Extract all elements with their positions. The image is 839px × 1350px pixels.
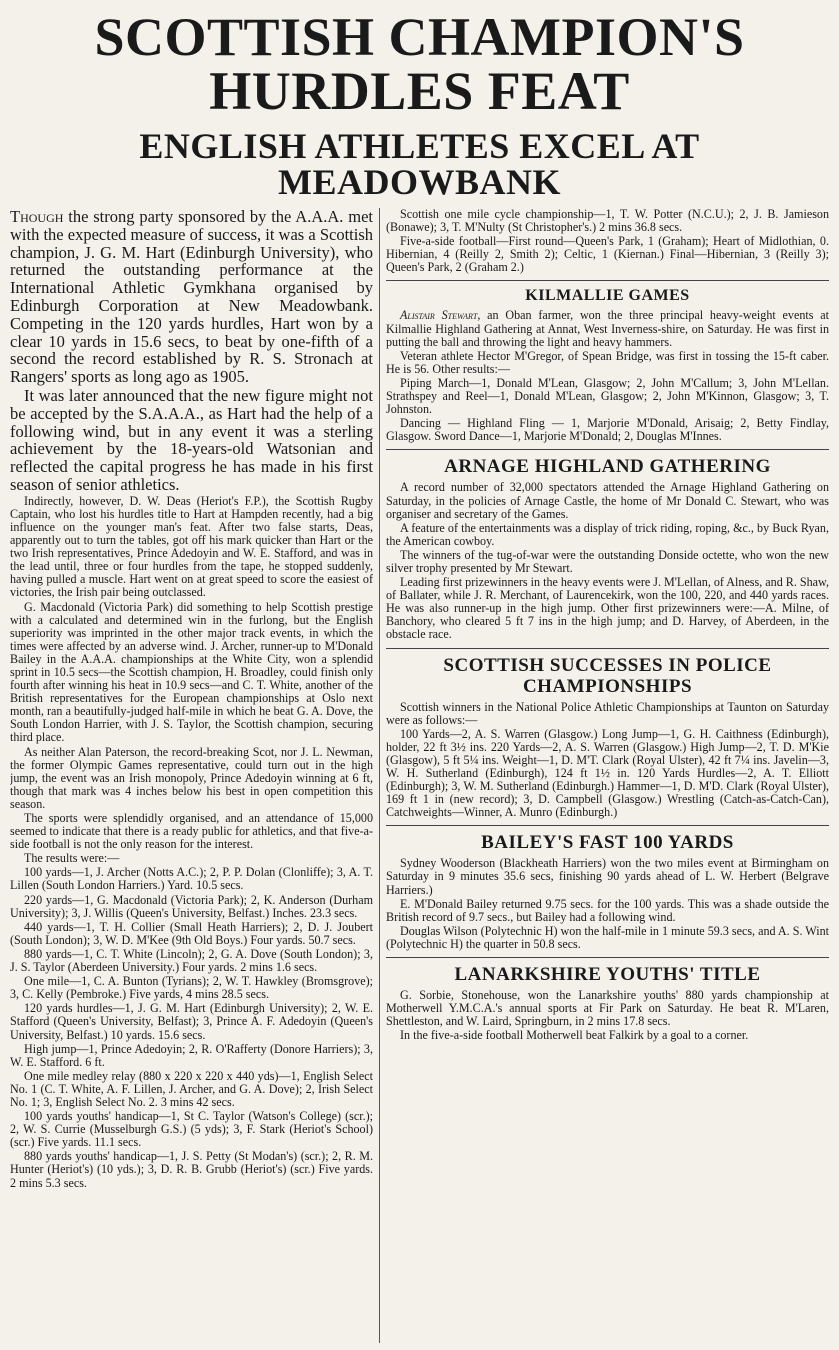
body-paragraph: G. Sorbie, Stonehouse, won the Lanarkshire youths' 880 yards championship at Motherwell Y.M.C.A.'s annual sports at Fir Park on Saturday. He beat R. M'Laren, Shettleston, and W. Laird, Springburn, in 2 mins 17.8 secs. bbox=[386, 988, 829, 1029]
result-item: 120 yards hurdles—1, J. G. M. Hart (Edinburgh University); 2, W. E. Stafford (Queen's University, Belfast); 3, Prince A. F. Adedoyin (Queen's University, Belfast.) 10 yards. 15.6 secs. bbox=[10, 1001, 373, 1042]
result-item: 100 yards youths' handicap—1, St C. Taylor (Watson's College) (scr.); 2, W. S. Currie (Musselburgh G.S.) (5 yds); 3, F. Stark (Heriot's School) (scr.) Five yards. 11.1 secs. bbox=[10, 1109, 373, 1150]
result-item: 880 yards youths' handicap—1, J. S. Petty (St Modan's) (scr.); 2, R. M. Hunter (Heriot's) (10 yds.); 3, D. R. B. Grubb (Heriot's) (scr.) Five yards. 2 mins 5.3 secs. bbox=[10, 1149, 373, 1190]
result-item: One mile—1, C. A. Bunton (Tyrians); 2, W. T. Hawkley (Bromsgrove); 3, C. Kelly (Pembroke.) Five yards, 4 mins 28.5 secs. bbox=[10, 974, 373, 1002]
lead-paragraph bbox=[10, 208, 373, 386]
body-paragraph: Scottish winners in the National Police Athletic Championships at Taunton on Saturday were as follows:— bbox=[386, 699, 829, 727]
body-paragraph: G. Macdonald (Victoria Park) did something to help Scottish prestige with a calculated and determined win in the furlong, but the English superiority was imprinted in the other major track events, in which the times were affected by an adverse wind. J. Archer, runner-up to M'Donald Bailey in the A.A.A. championships at the White City, won a splendid sprint in 10.5 secs—the Scottish champion, H. Broadley, could finish only fourth after winning his heat in 10.9 secs—and C. T. White, another of the British representatives for the European championships at Oslo next month, ran a beautifully-judged half-mile in which he beat G. A. Dove, the South London Harrier, with J. S. Taylor, the Scottish champion, securing third place. bbox=[10, 599, 373, 745]
lead-paragraph-2: It was later announced that the new figure might not be accepted by the S.A.A.A., as Hart had the help of a following wind, but in any event it was a sterling achievement by the 18-years-old Watsonian and reflected the capital progress he has made in his first season of senior athletics. bbox=[10, 385, 373, 494]
body-paragraph: Douglas Wilson (Polytechnic H) won the half-mile in 1 minute 59.3 secs, and A. S. Wint (Polytechnic H) the quarter in 50.8 secs. bbox=[386, 923, 829, 951]
police-heading-line-1: SCOTTISH SUCCESSES IN POLICE bbox=[443, 654, 772, 676]
result-item: 100 yards—1, J. Archer (Notts A.C.); 2, P. P. Dolan (Clonliffe); 3, A. T. Lillen (South London Harriers.) Yard. 10.5 secs. bbox=[10, 865, 373, 893]
body-paragraph: Dancing — Highland Fling — 1, Marjorie M'Donald, Arisaig; 2, Betty Findlay, Glasgow. Sword Dance—1, Marjorie M'Donald; 2, Douglas M'Innes. bbox=[386, 416, 829, 444]
body-paragraph: Piping March—1, Donald M'Lean, Glasgow; 2, John M'Callum; 3, John M'Lellan. Strathspey and Reel—1, Donald M'Lean, Glasgow; 2, John M'Kinnon, Glasgow; 3, T. Johnston. bbox=[386, 375, 829, 417]
result-item: 220 yards—1, G. Macdonald (Victoria Park); 2, K. Anderson (Durham University); 3, J. Willis (Queen's University, Belfast.) Inches. 23.3 secs. bbox=[10, 892, 373, 920]
result-item: 880 yards—1, C. T. White (Lincoln); 2, G. A. Dove (South London); 3, J. S. Taylor (Aberdeen University.) Four yards. 2 mins 1.6 secs. bbox=[10, 946, 373, 975]
lead-first-word: Though bbox=[10, 208, 64, 226]
right-column bbox=[386, 208, 829, 1343]
body-text: , an Oban farmer, won the three principal heavy-weight events at Kilmallie Highland Gathering at Annat, West Inverness-shire, on Saturday. He was first in putting the ball and throwing the light and heavy hammers. bbox=[386, 308, 829, 349]
result-item: Scottish one mile cycle championship—1, T. W. Potter (N.C.U.); 2, J. B. Jamieson (Bonawe); 3, T. M'Nulty (St Christopher's.) 2 mins 36.8 secs. bbox=[386, 208, 829, 235]
section-rule bbox=[386, 449, 829, 450]
section-rule bbox=[386, 280, 829, 281]
body-paragraph: A record number of 32,000 spectators attended the Arnage Highland Gathering on Saturday, in the policies of Arnage Castle, the home of Mr Donald C. Stewart, who was organiser and secretary of the Games. bbox=[386, 480, 829, 521]
headline: SCOTTISH CHAMPION'S HURDLES FEAT bbox=[94, 7, 745, 121]
result-item: 440 yards—1, T. H. Collier (Small Heath Harriers); 2, D. J. Joubert (South London); 3, W. D. M'Kee (9th Old Boys.) Four yards. 50.7 secs. bbox=[10, 919, 373, 947]
bailey-heading: BAILEY'S FAST 100 YARDS bbox=[481, 832, 734, 854]
body-paragraph: In the five-a-side football Motherwell beat Falkirk by a goal to a corner. bbox=[400, 1028, 749, 1043]
body-paragraph: Indirectly, however, D. W. Deas (Heriot's F.P.), the Scottish Rugby Captain, who lost his hurdles title to Hart at Hampden recently, had a big influence on the younger man's feat. After two false starts, Deas, apparently out to turn the tables, got off his mark quicker than Hart or the two Irish representatives, Prince Adedoyin and W. E. Stafford, and was in the lead until, three or four hurdles from the tape, he stopped suddenly, having pulled a muscle. Hart went on at great speed to score the easiest of victories, the Irish pair being outclassed. bbox=[10, 493, 373, 600]
results-intro: The results were:— bbox=[24, 851, 120, 866]
body-paragraph: The winners of the tug-of-war were the outstanding Donside octette, who won the new silver trophy presented by Mr Stewart. bbox=[386, 547, 829, 575]
section-rule bbox=[386, 648, 829, 649]
byline-name: Alistair Stewart bbox=[400, 308, 478, 323]
lanark-heading: LANARKSHIRE YOUTHS' TITLE bbox=[454, 964, 761, 986]
body-paragraph: The sports were splendidly organised, and an attendance of 15,000 seemed to indicate that there is a ready public for athletics, and that five-a-side football is not the only reason for the interest. bbox=[10, 811, 373, 852]
left-column bbox=[10, 208, 373, 1346]
result-item: Five-a-side football—First round—Queen's Park, 1 (Graham); Heart of Midlothian, 0. Hibernian, 4 (Reilly 2, Smith 2); Celtic, 1 (Kiernan.) Final—Hibernian, 3 (Reilly 3); Queen's Park, 2 (Graham 2.) bbox=[386, 234, 829, 275]
subheadline: ENGLISH ATHLETES EXCEL AT MEADOWBANK bbox=[139, 126, 700, 202]
column-divider bbox=[379, 208, 380, 1343]
result-item: High jump—1, Prince Adedoyin; 2, R. O'Rafferty (Donore Harriers); 3, W. E. Stafford. 6 ft. bbox=[10, 1041, 373, 1069]
kilmallie-heading: KILMALLIE GAMES bbox=[525, 287, 690, 305]
section-rule bbox=[386, 825, 829, 826]
body-paragraph: A feature of the entertainments was a display of trick riding, roping, &c., by Buck Ryan, the American cowboy. bbox=[386, 520, 829, 548]
police-heading-line-2: CHAMPIONSHIPS bbox=[522, 675, 693, 697]
body-paragraph: 100 Yards—2, A. S. Warren (Glasgow.) Long Jump—1, G. H. Caithness (Edinburgh), holder, 22 ft 3½ ins. 220 Yards—2, A. S. Warren (Glasgow.) High Jump—2, T. D. M'Kie (Glasgow), 5 ft 5¼ ins. Weight—1, D. M'T. Clark (Royal Ulster), 42 ft 7¼ ins. Javelin—3, W. H. Sutherland (Edinburgh), 124 ft 1½ in. 120 Yards Hurdles—2, A. T. Elliott (Edinburgh); 3, W. M. Sutherland (Edinburgh.) Hammer—1, D. M'D. Clark (Royal Ulster), 169 ft 1 in (new record); 3, D. Campbell (Glasgow.) Wrestling (Catch-as-Catch-Can), Catchweights—Winner, A. Munro (Edinburgh.) bbox=[386, 726, 829, 820]
arnage-heading: ARNAGE HIGHLAND GATHERING bbox=[444, 456, 771, 478]
body-paragraph: As neither Alan Paterson, the record-breaking Scot, nor J. L. Newman, the former Olympic Games representative, could turn out in the high jump, the event was an Irish monopoly, Prince Adedoyin winning at 6 ft, though that mark was 4 inches below his best in open competition this season. bbox=[10, 744, 373, 811]
result-item: One mile medley relay (880 x 220 x 220 x 440 yds)—1, English Select No. 1 (C. T. White, A. F. Lillen, J. Archer, and G. A. Dove); 2, Irish Select No. 1; 3, English Select No. 2. 3 mins 42 secs. bbox=[10, 1068, 373, 1109]
body-paragraph bbox=[386, 309, 829, 348]
section-rule bbox=[386, 957, 829, 958]
lead-text: the strong party sponsored by the A.A.A. met with the expected measure of success, it was a Scottish champion, J. G. M. Hart (Edinburgh University), who returned the outstanding performance at the International Athletic Gymkhana organised by Edinburgh Corporation at New Meadowbank. Competing in the 120 yards hurdles, Hart won by a clear 10 yards in 15.6 secs, to beat by one-fifth of a second the record established by R. S. Stronach at Rangers' sports as long ago as 1905. bbox=[10, 208, 373, 387]
body-paragraph: E. M'Donald Bailey returned 9.75 secs. for the 100 yards. This was a shade outside the British record of 9.7 secs., but Bailey had a following wind. bbox=[386, 896, 829, 924]
body-paragraph: Veteran athlete Hector M'Gregor, of Spean Bridge, was first in tossing the 15-ft caber. He is 56. Other results:— bbox=[386, 348, 829, 376]
body-paragraph: Leading first prizewinners in the heavy events were J. M'Lellan, of Alness, and R. Shaw, of Ballater, while J. R. Merchant, of Laurencekirk, won the 100, 220, and 440 yards races. He was also runner-up in the high jump. Other first prizewinners were:—A. Milne, of Banchory, who cleared 5 ft 7 ins in the high jump; and D. Harvey, of Aberdeen, in the obstacle race. bbox=[386, 575, 829, 642]
body-paragraph: Sydney Wooderson (Blackheath Harriers) won the two miles event at Birmingham on Saturday in 9 minutes 35.6 secs, finishing 90 yards ahead of L. W. Herbert (Belgrave Harriers.) bbox=[386, 856, 829, 897]
